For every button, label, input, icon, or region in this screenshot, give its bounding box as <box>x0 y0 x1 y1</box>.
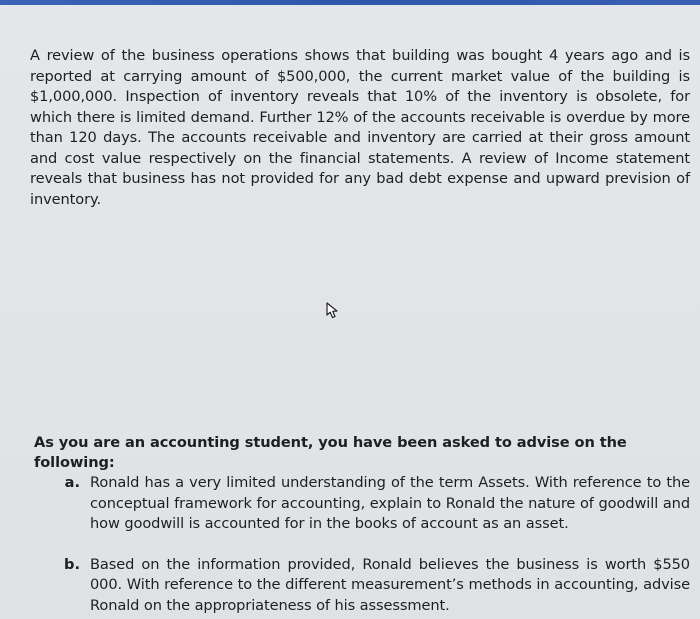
question-b <box>34 555 690 617</box>
questions-intro: As you are an accounting student, you have been asked to advise on the following: <box>34 434 627 471</box>
mouse-pointer-icon <box>325 301 343 321</box>
case-paragraph: A review of the business operations shows that building was bought 4 years ago and is reported at carrying amount of $500,000, the current market value of the building is $1,000,000. Inspection of inventory reveals that 10% of the inventory is obsolete, for which there is limited demand. Further 12% of the accounts receivable is overdue by more than 120 days. The accounts receivable and inventory are carried at their gross amount and cost value respectively on the financial statements. A review of Income statement reveals that business has not provided for any bad debt expense and upward prevision of inventory. <box>30 47 690 208</box>
question-a-text: Ronald has a very limited understanding of the term Assets. With reference to the conceptual framework for accounting, explain to Ronald the nature of goodwill and how goodwill is accounted for in the books of account as an asset. <box>90 474 690 532</box>
question-a <box>34 473 690 535</box>
question-b-text: Based on the information provided, Ronald believes the business is worth $550 000. With reference to the different measurement’s methods in accounting, advise Ronald on the appropriateness of his assessment. <box>90 555 690 614</box>
document-page <box>0 5 700 619</box>
question-a-marker: a. <box>64 474 80 491</box>
question-b-marker: b. <box>64 555 80 573</box>
questions-section <box>34 433 690 616</box>
